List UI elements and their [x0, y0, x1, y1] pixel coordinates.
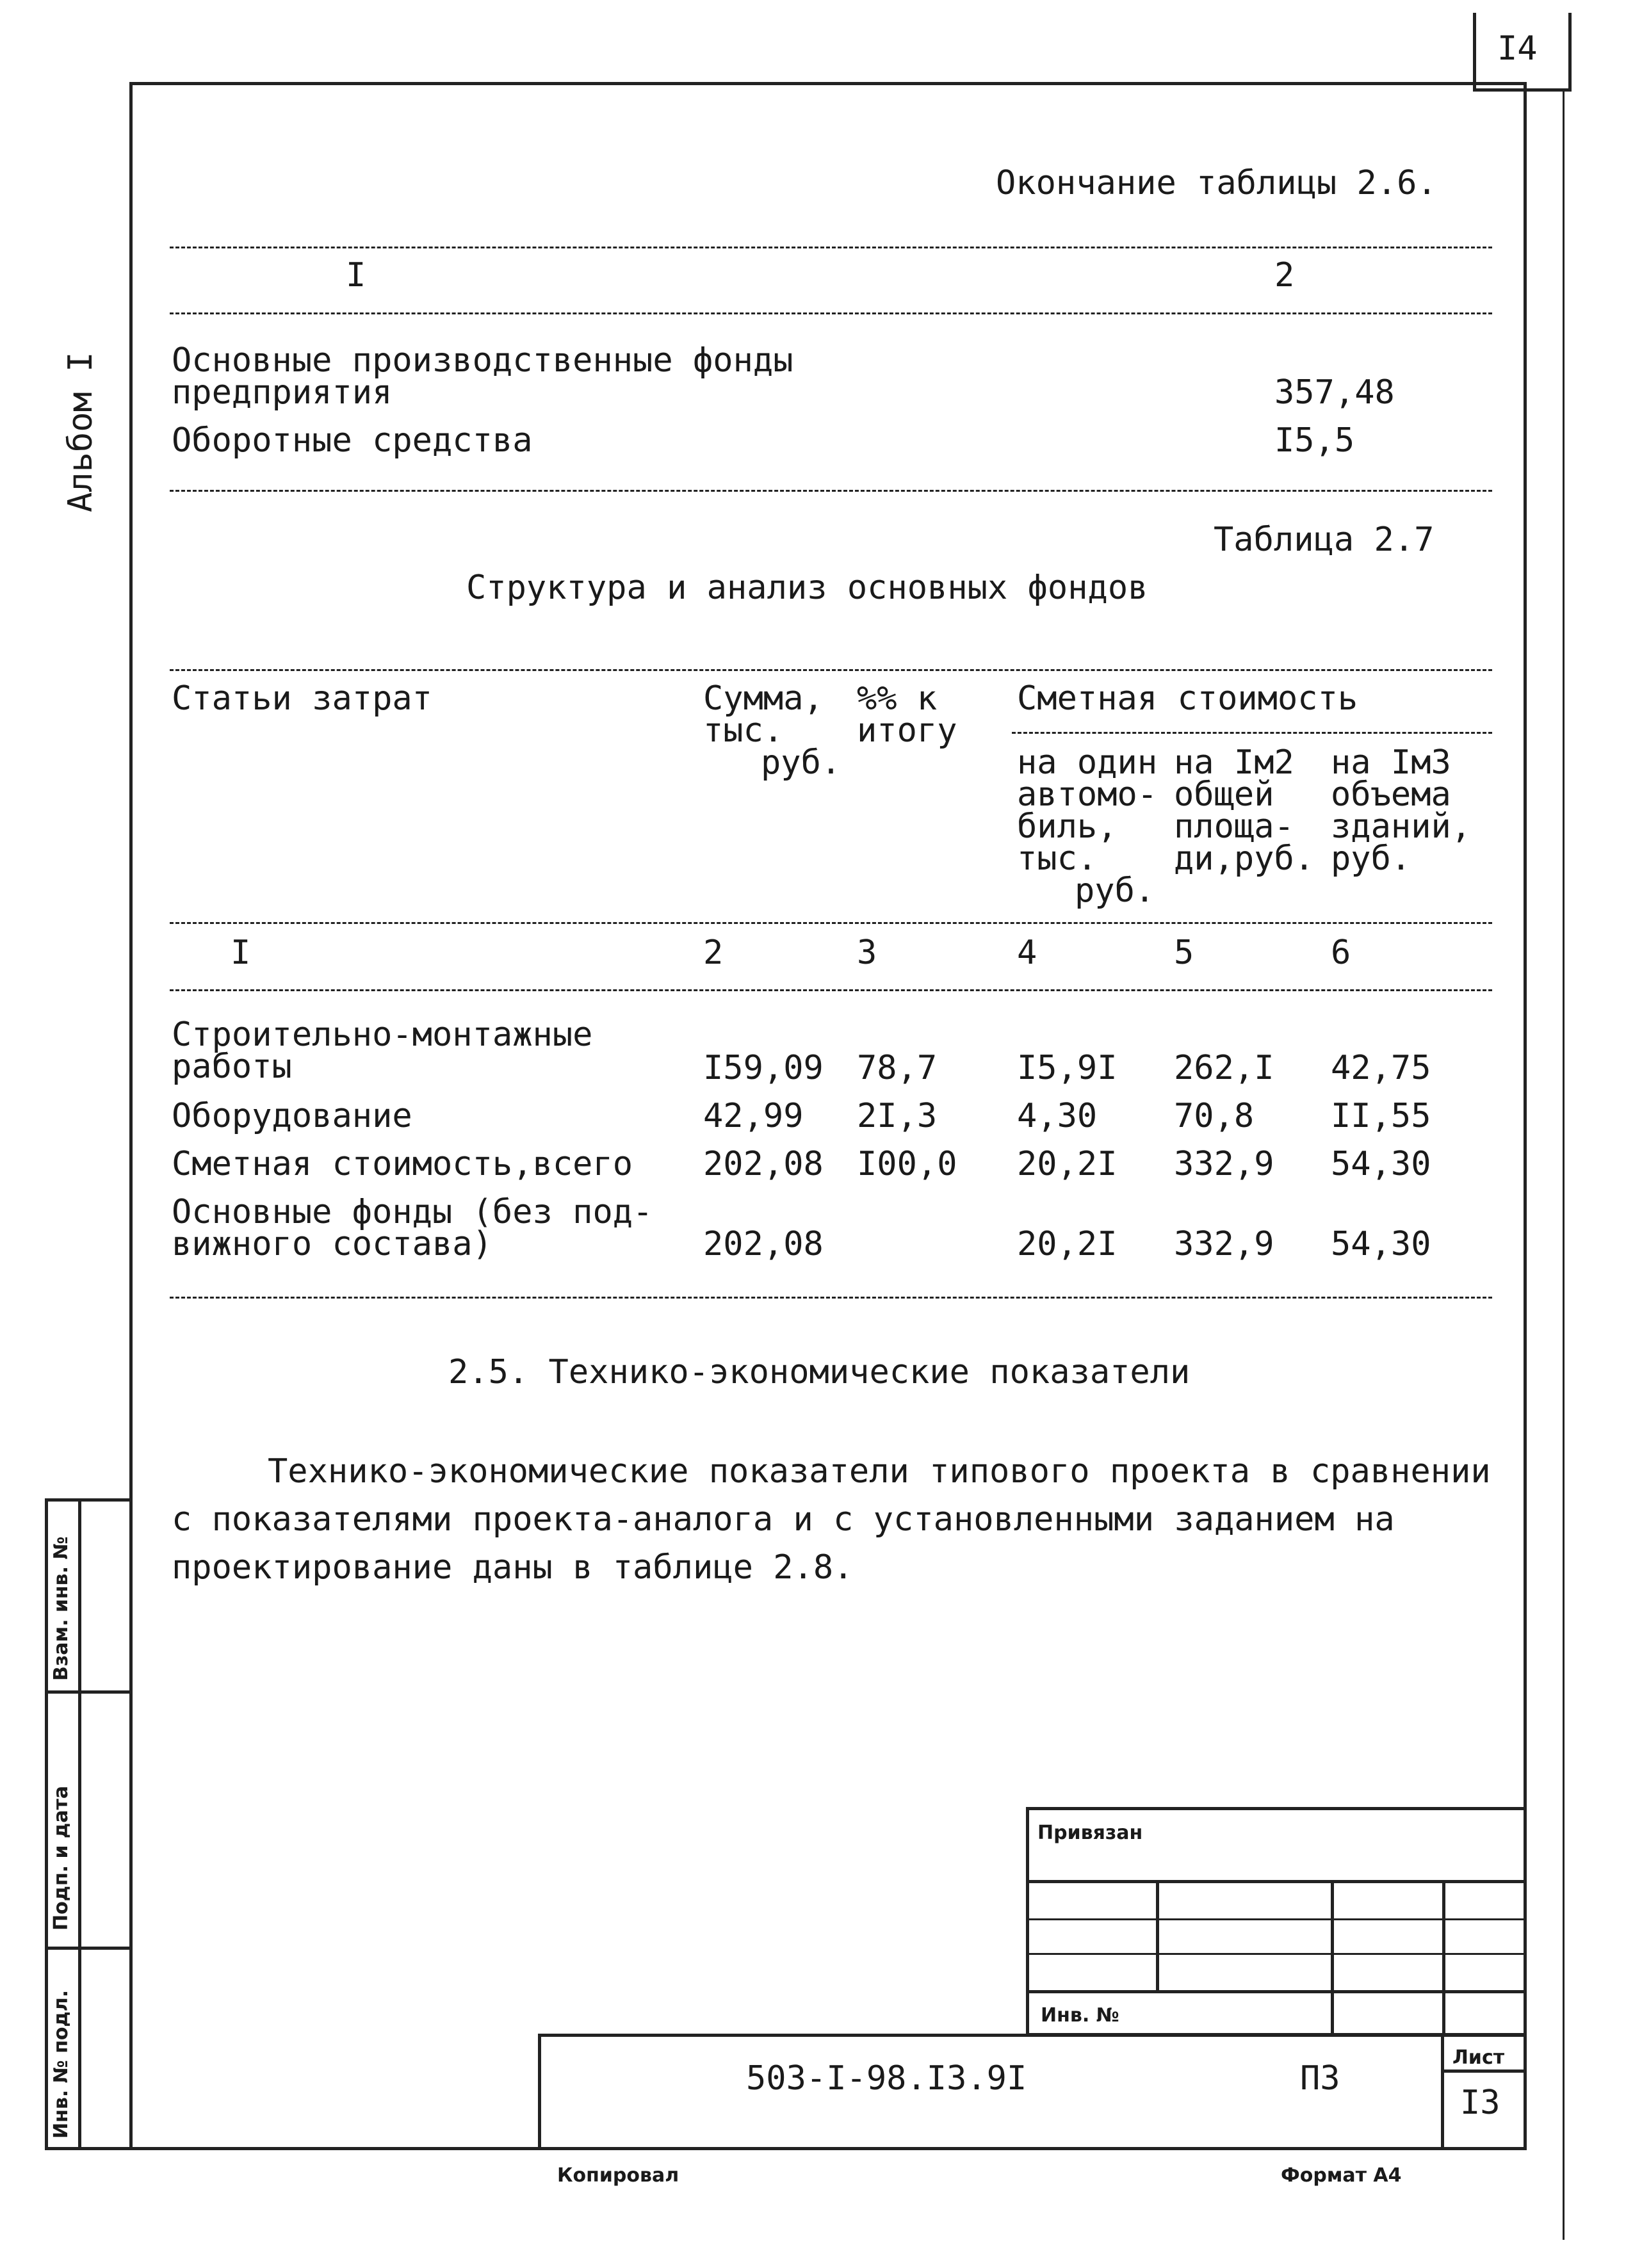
row1-c3: 78,7 — [857, 1049, 938, 1087]
table26-col1-number: I — [346, 256, 366, 295]
table26-row2-value: I5,5 — [1274, 421, 1355, 460]
row3-c2: 202,08 — [703, 1145, 824, 1183]
rule — [170, 490, 1492, 492]
privyazan-vline — [1156, 1880, 1159, 1990]
rule — [170, 312, 1492, 314]
header-col4-l5: руб. — [1075, 871, 1155, 910]
left-strip-sep — [45, 1947, 133, 1950]
header-col4-l2: автомо- — [1017, 775, 1158, 814]
header-col6-l3: зданий, — [1331, 807, 1472, 846]
header-col6-l2: объема — [1331, 775, 1451, 814]
footer-format: Формат А4 — [1281, 2164, 1402, 2187]
colnum-4: 4 — [1017, 934, 1037, 972]
privyazan-line — [1026, 1880, 1527, 1883]
section-para-l3: проектирование даны в таблице 2.8. — [172, 1548, 854, 1587]
row1-c2: I59,09 — [703, 1049, 824, 1087]
section-para-l1: Технико-экономические показатели типового проекта в сравнении — [268, 1452, 1491, 1491]
header-col4-l1: на один — [1017, 743, 1158, 782]
privyazan-vline — [1331, 1880, 1334, 2036]
album-label: Альбом I — [61, 352, 100, 512]
row3-c4: 20,2I — [1017, 1145, 1118, 1183]
header-col5-l3: площа- — [1174, 807, 1294, 846]
row2-c2: 42,99 — [703, 1097, 804, 1135]
header-col1: Статьи затрат — [172, 679, 432, 718]
rule — [1012, 732, 1492, 734]
header-col2-l2: тыс. — [703, 711, 784, 750]
row2-c6: II,55 — [1331, 1097, 1431, 1135]
section-para-l2: с показателями проекта-аналога и с установленными заданием на — [172, 1500, 1395, 1539]
header-col4-l3: биль, — [1017, 807, 1118, 846]
left-strip-podp: Подп. и дата — [50, 1785, 72, 1931]
rule — [170, 989, 1492, 991]
row4-c2: 202,08 — [703, 1225, 824, 1263]
title-block-vline — [1441, 2034, 1444, 2150]
colnum-6: 6 — [1331, 934, 1351, 972]
rule — [170, 922, 1492, 924]
row4-c4: 20,2I — [1017, 1225, 1118, 1263]
table27-label: Таблица 2.7 — [1214, 521, 1435, 559]
table26-row2-name: Оборотные средства — [172, 421, 533, 460]
doc-type: ПЗ — [1300, 2059, 1340, 2098]
left-strip-divider — [78, 1498, 81, 2150]
doc-code: 503-I-98.I3.9I — [746, 2059, 1027, 2098]
row4-c5: 332,9 — [1174, 1225, 1274, 1263]
inv-no-label: Инв. № — [1041, 2004, 1119, 2027]
row1-c6: 42,75 — [1331, 1049, 1431, 1087]
table26-row1-name-2: предприятия — [172, 373, 393, 412]
table26-caption: Окончание таблицы 2.6. — [996, 164, 1437, 202]
row1-name-l1: Строительно-монтажные — [172, 1016, 593, 1054]
privyazan-label: Привязан — [1037, 1822, 1143, 1844]
left-strip-sep — [45, 1690, 133, 1694]
table27-title: Структура и анализ основных фондов — [466, 569, 1148, 607]
header-col4-l4: тыс. — [1017, 839, 1098, 878]
row3-c6: 54,30 — [1331, 1145, 1431, 1183]
right-cut-line — [1563, 88, 1565, 2240]
colnum-3: 3 — [857, 934, 877, 972]
table26-row1-name: Основные производственные фонды — [172, 341, 793, 380]
header-col6-l4: руб. — [1331, 839, 1411, 878]
header-col2-l3: руб. — [761, 743, 841, 782]
colnum-2: 2 — [703, 934, 724, 972]
sheet-number: I3 — [1460, 2084, 1500, 2122]
row1-c5: 262,I — [1174, 1049, 1274, 1087]
sheet-label: Лист — [1452, 2046, 1505, 2069]
header-col5-l1: на Iм2 — [1174, 743, 1294, 782]
table26-row1-value: 357,48 — [1274, 373, 1395, 412]
rule — [170, 247, 1492, 248]
header-col3-l2: итогу — [857, 711, 957, 750]
row3-name: Сметная стоимость,всего — [172, 1145, 633, 1183]
row1-c4: I5,9I — [1017, 1049, 1118, 1087]
header-col3-l1: %% к — [857, 679, 938, 718]
row2-c5: 70,8 — [1174, 1097, 1255, 1135]
header-col5-l4: ди,руб. — [1174, 839, 1315, 878]
row4-name-l1: Основные фонды (без под- — [172, 1193, 653, 1231]
page-number: I4 — [1497, 29, 1538, 68]
left-strip-vzam: Взам. инв. № — [50, 1536, 72, 1681]
row3-c3: I00,0 — [857, 1145, 957, 1183]
table26-col2-number: 2 — [1274, 256, 1295, 295]
header-col5-l2: общей — [1174, 775, 1274, 814]
privyazan-vline — [1442, 1880, 1445, 2036]
footer-copied: Копировал — [557, 2164, 679, 2187]
privyazan-line — [1026, 1990, 1527, 1993]
row2-name: Оборудование — [172, 1097, 412, 1135]
section-heading: 2.5. Технико-экономические показатели — [448, 1353, 1191, 1391]
header-group: Сметная стоимость — [1017, 679, 1358, 718]
privyazan-line — [1026, 1953, 1527, 1955]
rule — [170, 669, 1492, 671]
title-block — [538, 2034, 1527, 2150]
rule — [170, 1297, 1492, 1299]
header-col2-l1: Сумма, — [703, 679, 824, 718]
colnum-1: I — [231, 934, 251, 972]
row1-name-l2: работы — [172, 1048, 292, 1086]
row4-name-l2: вижного состава) — [172, 1225, 492, 1263]
row2-c4: 4,30 — [1017, 1097, 1098, 1135]
header-col6-l1: на Iм3 — [1331, 743, 1451, 782]
left-strip-inv-podl: Инв. № подл. — [50, 1989, 72, 2139]
row2-c3: 2I,3 — [857, 1097, 938, 1135]
colnum-5: 5 — [1174, 934, 1194, 972]
row3-c5: 332,9 — [1174, 1145, 1274, 1183]
row4-c6: 54,30 — [1331, 1225, 1431, 1263]
privyazan-line — [1026, 1918, 1527, 1920]
